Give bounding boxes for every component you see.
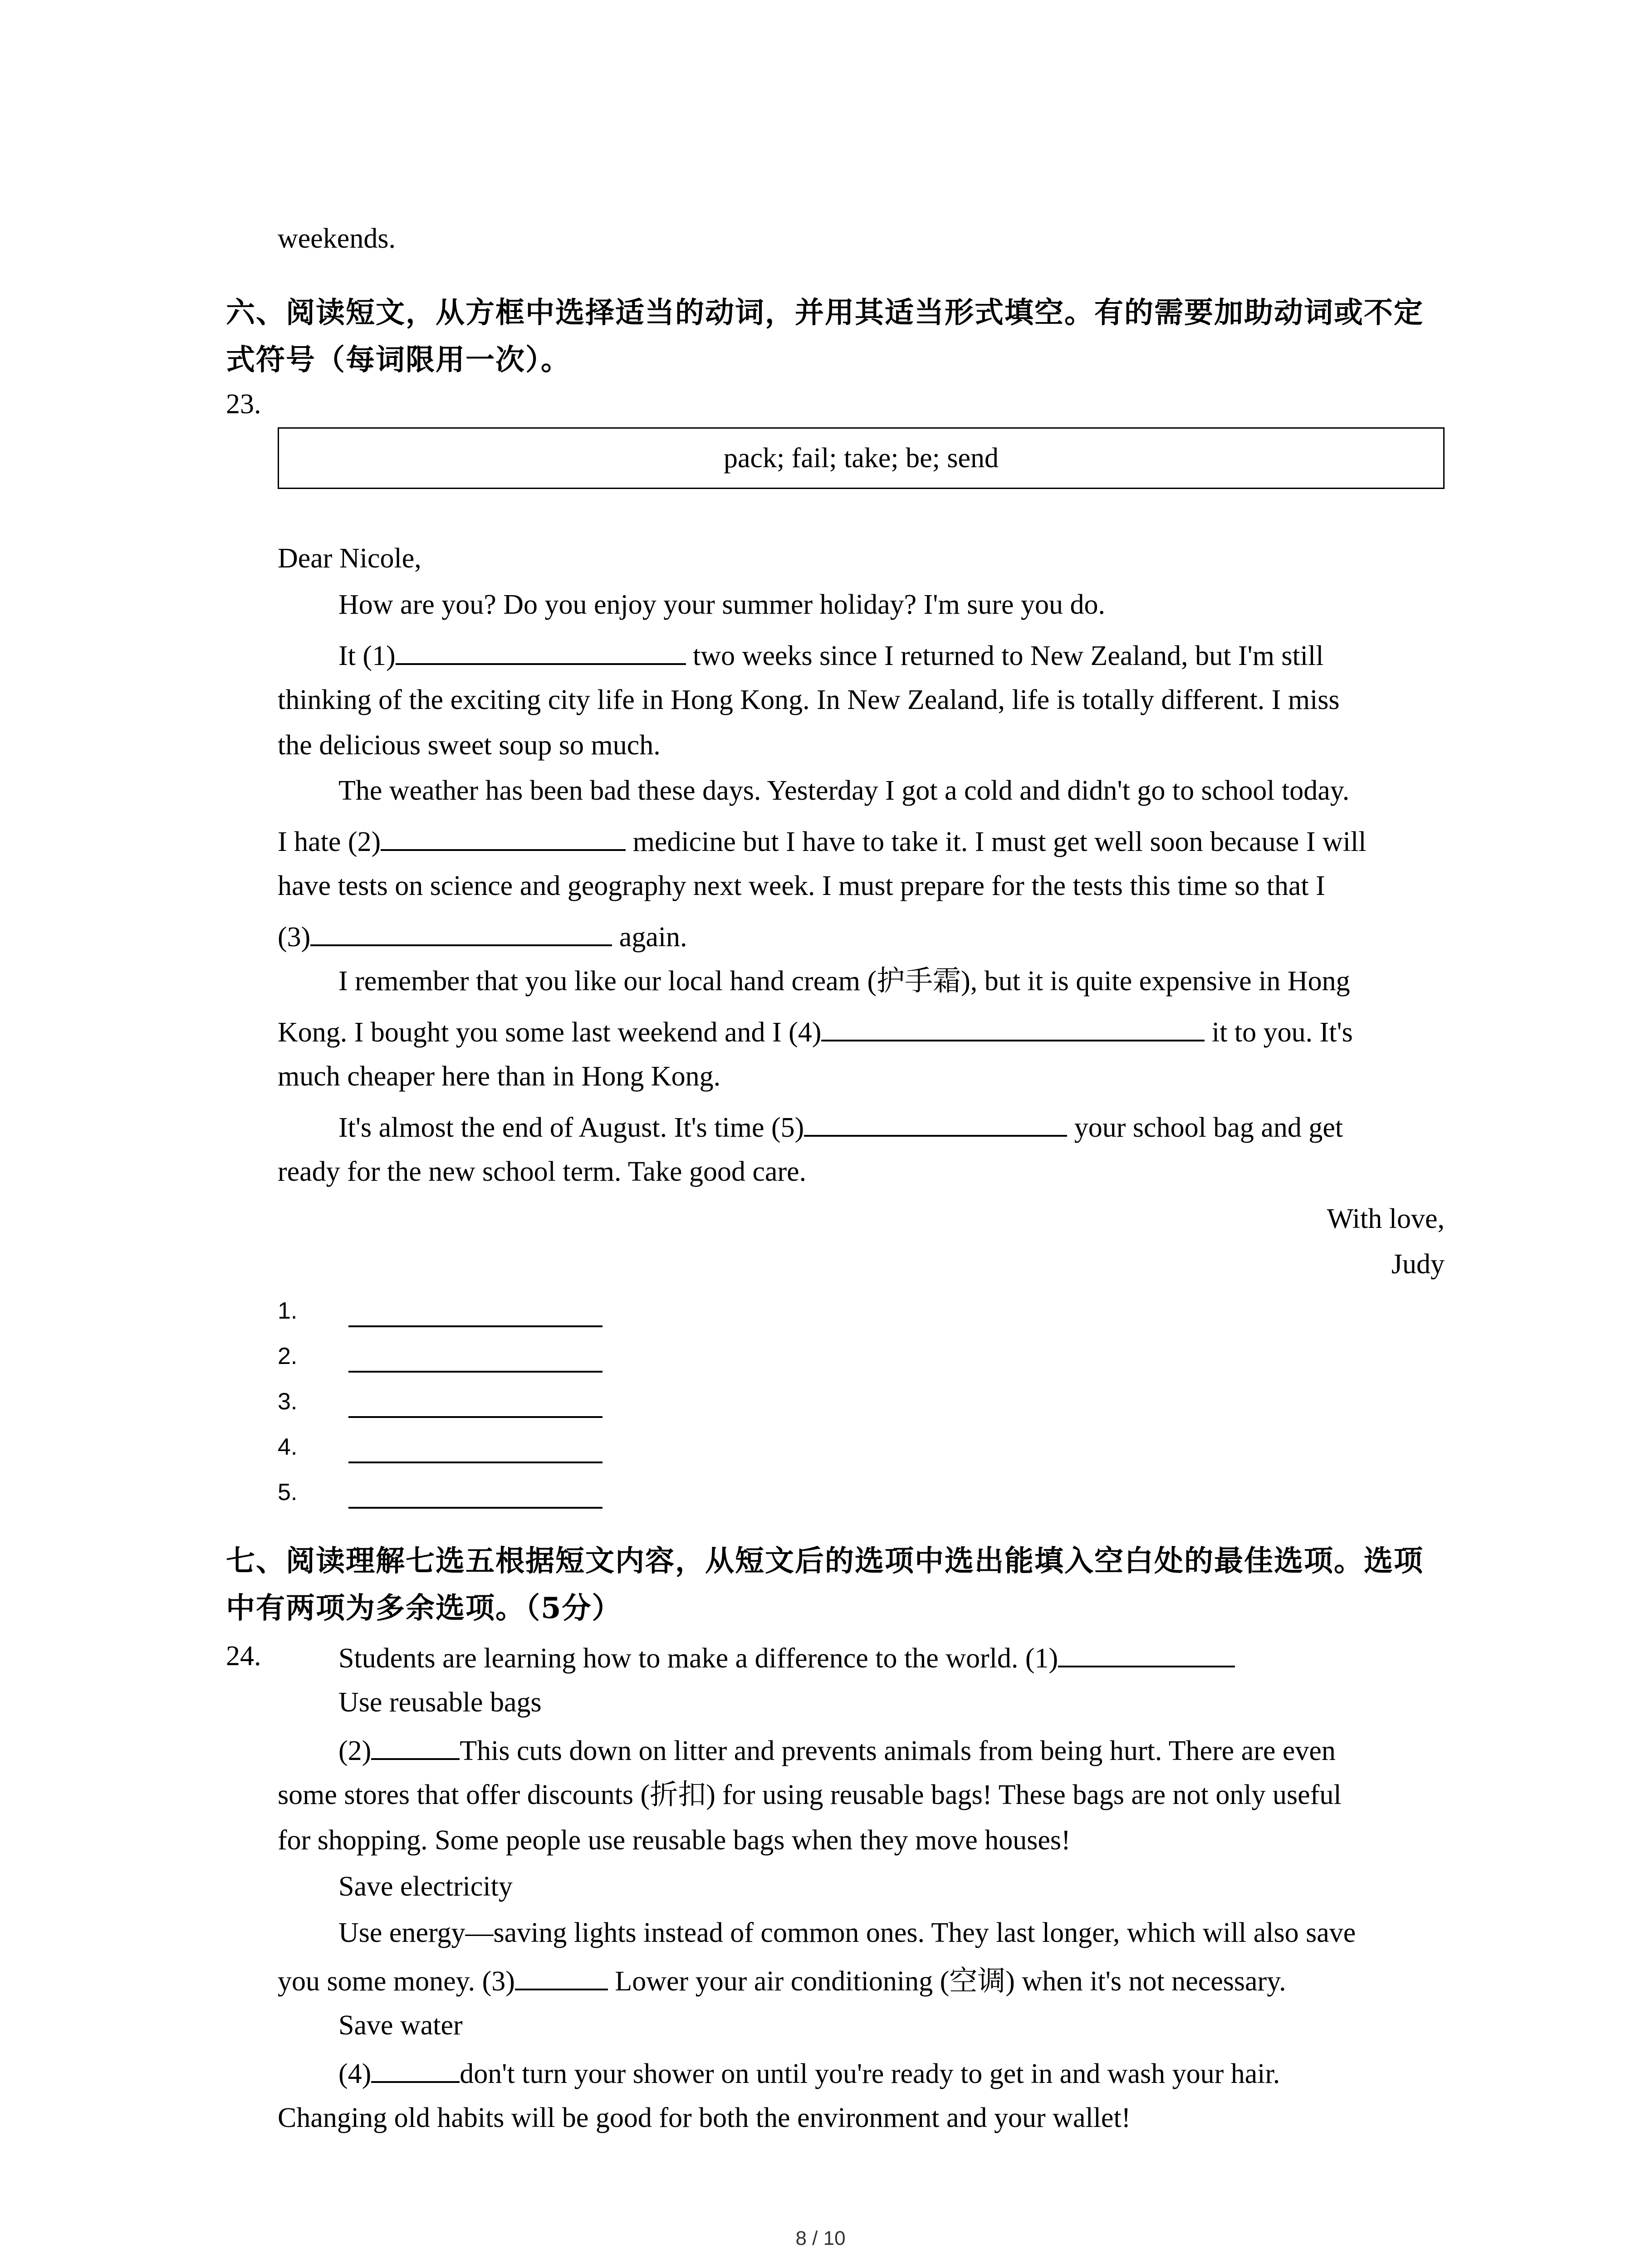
answer-line-5[interactable] (348, 1507, 603, 1509)
carry-over-text: weekends. (278, 223, 396, 254)
answer-label-5: 5. (278, 1479, 298, 1505)
letter-p2-line3: the delicious sweet soup so much. (278, 730, 661, 761)
answer-line-3[interactable] (348, 1416, 603, 1418)
letter-p5-line1 (338, 1111, 1343, 1142)
text-segment: (3) (278, 922, 311, 953)
letter-p4-line1: I remember that you like our local hand cream (护手霜), but it is quite expensive in Hong (338, 966, 1350, 997)
passage-line-3 (338, 1735, 1336, 1765)
word-box (278, 427, 1445, 489)
passage-subtitle-water: Save water (338, 2010, 463, 2041)
answer-label-4: 4. (278, 1434, 298, 1460)
text-segment: two weeks since I returned to New Zealand, but I'm still (686, 640, 1324, 671)
question-number-24: 24. (226, 1641, 261, 1672)
answer-line-1[interactable] (348, 1325, 603, 1327)
letter-paragraph-1: How are you? Do you enjoy your summer holiday? I'm sure you do. (338, 589, 1105, 620)
passage-line-4: some stores that offer discounts (折扣) for using reusable bags! These bags are not only useful (278, 1779, 1342, 1810)
passage-line-5: for shopping. Some people use reusable bags when they move houses! (278, 1825, 1071, 1856)
page-number: 8 / 10 (795, 2227, 846, 2249)
letter-p3-line2 (278, 826, 1366, 856)
text-segment: Kong. I bought you some last weekend and I (4) (278, 1017, 822, 1048)
text-segment: don't turn your shower on until you're ready to get in and wash your hair. (460, 2058, 1280, 2089)
word-box-text: pack; fail; take; be; send (724, 442, 999, 474)
section6-heading-line2: 式符号（每词限用一次）。 (226, 343, 571, 377)
passage-line-1 (338, 1642, 1235, 1672)
text-segment: your school bag and get (1067, 1112, 1343, 1143)
answer-label-3: 3. (278, 1388, 298, 1415)
section6-heading-line1: 六、阅读短文，从方框中选择适当的动词，并用其适当形式填空。有的需要加助动词或不定 (226, 296, 1424, 330)
blank-5[interactable] (804, 1111, 1067, 1137)
letter-greeting: Dear Nicole, (278, 543, 421, 574)
blank-1[interactable] (396, 640, 686, 665)
letter-p3-line4 (278, 921, 687, 951)
section7-heading-line2: 中有两项为多余选项。（5分） (226, 1591, 622, 1625)
passage-line-11: Changing old habits will be good for both the environment and your wallet! (278, 2102, 1131, 2133)
text-segment: Lower your air conditioning (空调) when it's not necessary. (607, 1966, 1286, 1997)
text-segment: It (1) (338, 640, 396, 671)
letter-p5-line2: ready for the new school term. Take good care. (278, 1156, 807, 1187)
letter-p4-line3: much cheaper here than in Hong Kong. (278, 1061, 721, 1092)
letter-p3-line3: have tests on science and geography next week. I must prepare for the tests this time so that I (278, 870, 1325, 901)
blank-7-1[interactable] (1058, 1642, 1235, 1667)
text-segment: Students are learning how to make a difference to the world. (1) (338, 1643, 1058, 1674)
letter-p3-line1: The weather has been bad these days. Yesterday I got a cold and didn't go to school today. (338, 775, 1350, 806)
passage-subtitle-bags: Use reusable bags (338, 1687, 542, 1718)
question-number-23: 23. (226, 389, 261, 420)
letter-signature: Judy (1391, 1249, 1445, 1280)
section7-heading-line1: 七、阅读理解七选五根据短文内容，从短文后的选项中选出能填入空白处的最佳选项。选项 (226, 1544, 1424, 1578)
text-segment: It's almost the end of August. It's time (5) (338, 1112, 804, 1143)
blank-2[interactable] (381, 826, 626, 851)
blank-7-2[interactable] (371, 1735, 460, 1760)
text-segment: This cuts down on litter and prevents animals from being hurt. There are even (460, 1735, 1336, 1766)
passage-line-10 (338, 2058, 1280, 2088)
letter-closing: With love, (1327, 1203, 1445, 1234)
answer-line-2[interactable] (348, 1371, 603, 1373)
letter-p2-line2: thinking of the exciting city life in Hong Kong. In New Zealand, life is totally different. I miss (278, 684, 1340, 715)
passage-subtitle-electricity: Save electricity (338, 1871, 513, 1902)
text-segment: I hate (2) (278, 826, 381, 857)
blank-3[interactable] (310, 921, 612, 946)
blank-7-3[interactable] (515, 1965, 608, 1990)
answer-label-2: 2. (278, 1343, 298, 1369)
letter-p2-line1 (338, 640, 1323, 670)
text-segment: it to you. It's (1205, 1017, 1353, 1048)
passage-line-8 (278, 1965, 1286, 1995)
text-segment: (2) (338, 1735, 372, 1766)
answer-line-4[interactable] (348, 1461, 603, 1463)
answer-label-1: 1. (278, 1298, 298, 1324)
text-segment: medicine but I have to take it. I must get well soon because I will (626, 826, 1367, 857)
letter-p4-line2 (278, 1016, 1353, 1046)
passage-line-7: Use energy—saving lights instead of common ones. They last longer, which will also save (338, 1917, 1356, 1948)
text-segment: you some money. (3) (278, 1966, 515, 1997)
text-segment: (4) (338, 2058, 372, 2089)
blank-4[interactable] (821, 1016, 1205, 1041)
text-segment: again. (612, 922, 687, 953)
blank-7-4[interactable] (371, 2058, 460, 2083)
